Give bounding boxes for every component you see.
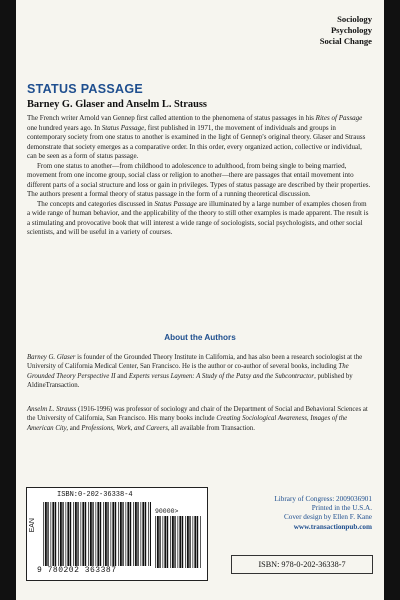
barcode-bar <box>62 502 63 566</box>
barcode-bar <box>88 502 89 566</box>
barcode-bar <box>197 516 198 568</box>
barcode-digits: 9 780202 363387 <box>37 566 117 575</box>
barcode-bar <box>92 502 93 566</box>
publisher-url: www.transactionpub.com <box>293 522 372 531</box>
book-title: STATUS PASSAGE <box>27 82 144 96</box>
barcode-bar <box>135 502 137 566</box>
barcode-isbn-label: ISBN:0-202-36338-4 <box>57 491 133 499</box>
barcode-bar <box>122 502 123 566</box>
barcode-bar <box>103 502 104 566</box>
barcode-bar <box>159 516 160 568</box>
barcode-bar <box>55 502 56 566</box>
barcode-bar <box>115 502 116 566</box>
barcode-bar <box>120 502 122 566</box>
barcode-bar <box>127 502 129 566</box>
ean-barcode <box>43 502 151 566</box>
barcode-bar <box>179 516 181 568</box>
barcode-bar <box>182 516 183 568</box>
barcode-bar <box>70 502 71 566</box>
barcode-bar <box>118 502 119 566</box>
barcode-bar <box>43 502 44 566</box>
barcode-bar <box>157 516 159 568</box>
barcode-bar <box>200 516 201 568</box>
barcode-panel <box>26 487 208 581</box>
barcode-bar <box>112 502 114 566</box>
barcode-bar <box>145 502 146 566</box>
barcode-bar <box>130 502 131 566</box>
book-description <box>27 114 371 238</box>
barcode-bar <box>85 502 86 566</box>
description-paragraph: The concepts and categories discussed in Status Passage are illuminated by a large number of examples chosen from a wide range of human behavior, and the applicability of the theory to still other examples is made apparent. The result is a stimulating and provocative book that will interest a wide range of sociologists, social psychologists, and other social scientists, and will be useful in a variety of courses. <box>27 199 369 236</box>
printed-in: Printed in the U.S.A. <box>311 504 372 513</box>
barcode-bar <box>185 516 186 568</box>
barcode-bar <box>133 502 134 566</box>
barcode-bar <box>66 502 67 566</box>
barcode-bar <box>52 502 54 566</box>
barcode-bar <box>178 516 179 568</box>
barcode-bar <box>142 502 144 566</box>
barcode-bar <box>163 516 164 568</box>
category-item: Psychology <box>330 25 372 35</box>
barcode-bar <box>174 516 175 568</box>
barcode-bar <box>105 502 107 566</box>
barcode-bar <box>126 502 127 566</box>
author-bio-glaser: Barney G. Glaser is founder of the Grounded Theory Institute in California, and has also been a research sociologist at the University of California Medical Center, San Francisco. He is the author or co-author of several books, including The Grounded Theory Perspective II and Experts versus Laymen: A Study of the Patsy and the Subcontractor, published by AldineTransaction. <box>27 354 363 389</box>
barcode-bar <box>45 502 47 566</box>
barcode-bar <box>172 516 174 568</box>
barcode-bar <box>189 516 190 568</box>
barcode-bar <box>73 502 74 566</box>
barcode-bar <box>96 502 97 566</box>
barcode-bar <box>51 502 52 566</box>
cover-design-credit: Cover design by Ellen F. Kane <box>283 513 372 522</box>
category-item: Sociology <box>337 14 372 24</box>
addon-barcode <box>155 516 201 568</box>
barcode-bar <box>90 502 92 566</box>
barcode-bar <box>170 516 171 568</box>
barcode-bar <box>141 502 142 566</box>
barcode-bar <box>150 502 151 566</box>
barcode-bar <box>194 516 196 568</box>
barcode-addon-digits: 90000> <box>155 508 179 515</box>
barcode-bar <box>187 516 189 568</box>
barcode-bar <box>100 502 101 566</box>
barcode-bar <box>155 516 156 568</box>
barcode-bar <box>111 502 112 566</box>
barcode-bar <box>81 502 82 566</box>
barcode-bar <box>107 502 108 566</box>
barcode-bar <box>148 502 149 566</box>
category-item: Social Change <box>319 36 372 46</box>
description-paragraph: The French writer Arnold van Gennep first called attention to the phenomena of status passages in his Rites of Passage one hundred years ago. In Status Passage, first published in 1971, the movement of individuals and groups in contemporary society from one status to another is examined in the light of Gennep's original theory. Glaser and Strauss demonstrate that society emerges as a comparative order. In this order, every organized action, collective or individual, can be seen as a form of status passage. <box>27 114 366 160</box>
barcode-bar <box>82 502 84 566</box>
library-of-congress: Library of Congress: 2009036901 <box>274 495 372 503</box>
barcode-bar <box>164 516 166 568</box>
isbn13-box: ISBN: 978-0-202-36338-7 <box>231 555 373 574</box>
book-authors: Barney G. Glaser and Anselm L. Strauss <box>27 99 207 110</box>
barcode-bar <box>60 502 62 566</box>
barcode-bar <box>137 502 138 566</box>
barcode-bar <box>47 502 48 566</box>
author-bio-strauss: Anselm L. Strauss (1916-1996) was professor of sociology and chair of the Department of Social and Behavioral Sciences at the University of California, San Francisco. His many books include Creating Sociological Awareness, Images of the American City, and Professions, Work, and Careers, all available from Transaction. <box>27 406 368 432</box>
about-authors-heading: About the Authors <box>164 333 236 342</box>
publisher-info <box>274 495 372 532</box>
barcode-bar <box>77 502 78 566</box>
barcode-bar <box>75 502 77 566</box>
description-paragraph: From one status to another—from childhood to adolescence to adulthood, from being single to being married, movement from one income group, social class or religion to another—there are passages that entail movement into different parts of a social structure and loss or gain in privileges. Types of status passage are described by their properties. The authors present a formal theory of status passage in the form of a running theoretical discussion. <box>27 161 371 198</box>
barcode-bar <box>167 516 168 568</box>
back-cover <box>16 0 384 600</box>
barcode-bar <box>97 502 99 566</box>
barcode-bar <box>58 502 59 566</box>
barcode-bar <box>193 516 194 568</box>
barcode-bar <box>67 502 69 566</box>
category-list <box>320 14 372 47</box>
ean-label: EAN <box>29 518 36 533</box>
